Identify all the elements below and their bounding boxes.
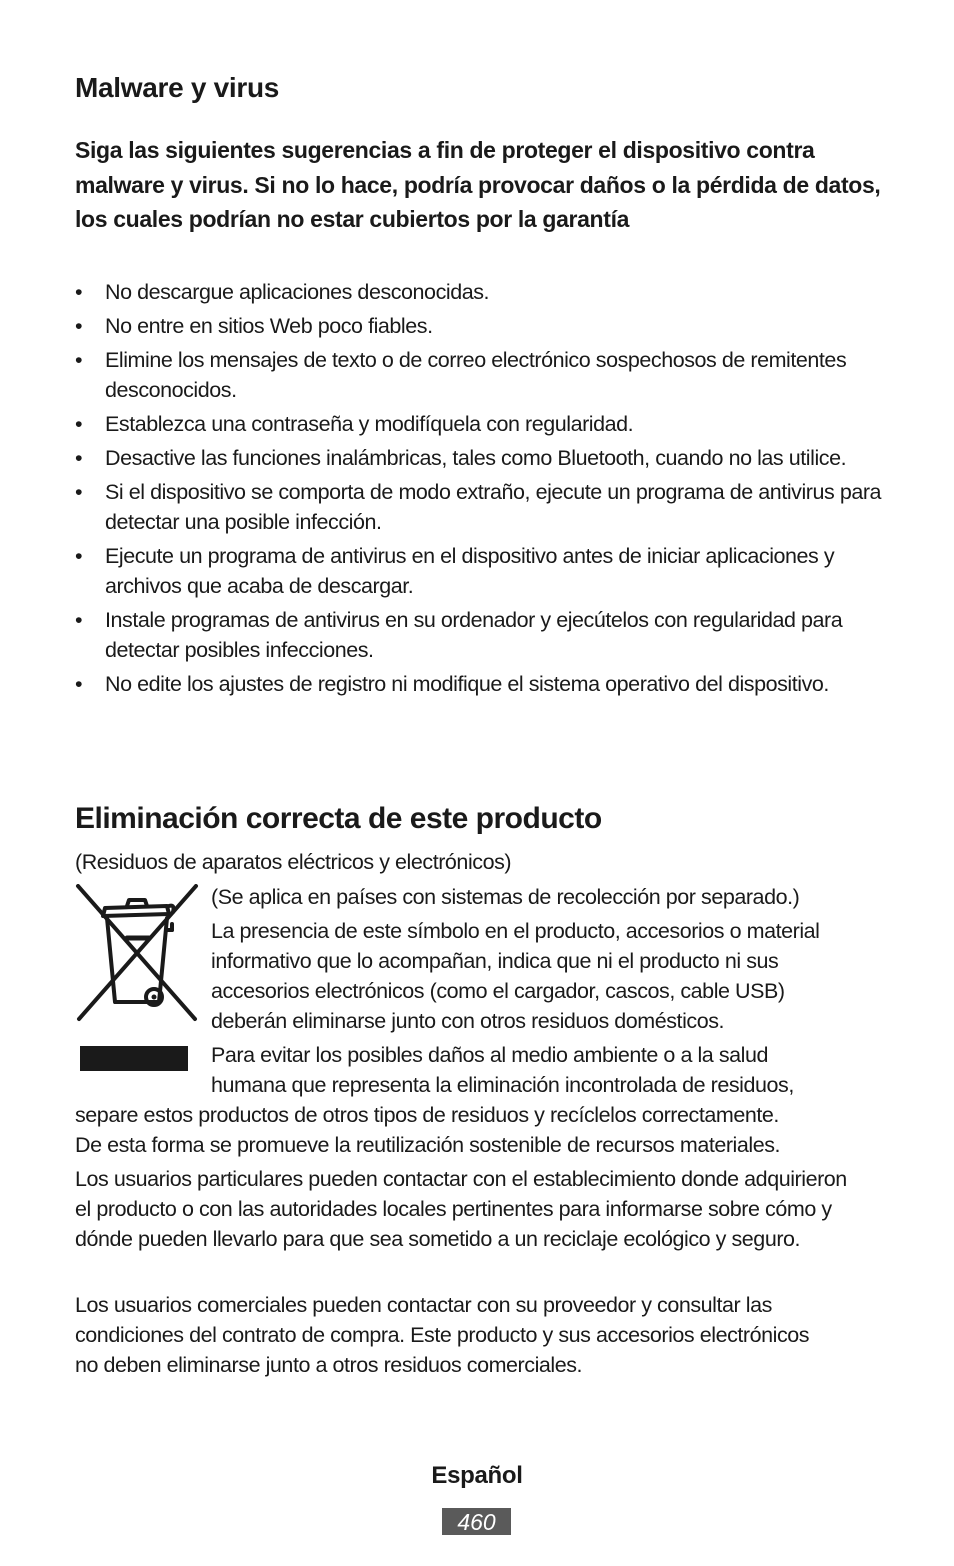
list-item: • No entre en sitios Web poco fiables.: [75, 311, 883, 341]
intro-paragraph: Siga las siguientes sugerencias a fin de proteger el dispositivo contra malware y virus. Si no lo hace, podría provocar daños o la pérdida de datos, los cuales podrían no estar cubiertos por la garantía: [75, 137, 881, 232]
list-item: • Si el dispositivo se comporta de modo extraño, ejecute un programa de antivirus para detectar una posible infección.: [75, 477, 883, 537]
bullet-icon: •: [75, 608, 83, 632]
list-item: • No edite los ajustes de registro ni modifique el sistema operativo del dispositivo.: [75, 669, 883, 699]
bullet-icon: •: [75, 412, 83, 436]
section-heading-disposal: Eliminación correcta de este producto: [75, 802, 602, 835]
text-line: separe estos productos de otros tipos de residuos y recíclelos correctamente.: [75, 1103, 779, 1127]
bullet-list: [75, 277, 883, 703]
bullet-icon: •: [75, 544, 83, 568]
bullet-icon: •: [75, 480, 83, 504]
disposal-subtitle: (Residuos de aparatos eléctricos y electrónicos): [75, 850, 512, 874]
private-users-paragraph: Los usuarios particulares pueden contactar con el establecimiento donde adquirieron el producto o con las autoridades locales pertinentes para informarse sobre cómo y dónde pueden llevarlo para que sea sometido a un reciclaje ecológico y seguro.: [75, 1167, 847, 1251]
text-line: (Se aplica en países con sistemas de recolección por separado.): [211, 885, 800, 909]
bullet-icon: •: [75, 446, 83, 470]
section-heading-malware: Malware y virus: [75, 72, 280, 103]
list-item: • Elimine los mensajes de texto o de correo electrónico sospechosos de remitentes desconocidos.: [75, 345, 883, 405]
bullet-icon: •: [75, 280, 83, 304]
footer-language: Español: [431, 1462, 523, 1489]
bullet-icon: •: [75, 672, 83, 696]
crossed-out-wheelie-bin-icon: [75, 884, 199, 1074]
bullet-icon: •: [75, 348, 83, 372]
text-line: La presencia de este símbolo en el producto, accesorios o material: [211, 919, 820, 943]
text-line: accesorios electrónicos (como el cargador, cascos, cable USB): [211, 979, 785, 1003]
text-line: informativo que lo acompañan, indica que ni el producto ni sus: [211, 949, 779, 973]
list-item: • Ejecute un programa de antivirus en el dispositivo antes de iniciar aplicaciones y archivos que acaba de descargar.: [75, 541, 883, 601]
business-users-paragraph: Los usuarios comerciales pueden contactar con su proveedor y consultar las condiciones del contrato de compra. Este producto y sus accesorios electrónicos no deben eliminarse junto a otros residuos comerciales.: [75, 1293, 810, 1377]
text-line: De esta forma se promueve la reutilización sostenible de recursos materiales.: [75, 1133, 781, 1157]
text-line: Para evitar los posibles daños al medio ambiente o a la salud: [211, 1043, 768, 1067]
page-number: 460: [442, 1508, 511, 1535]
list-item: • Desactive las funciones inalámbricas, tales como Bluetooth, cuando no las utilice.: [75, 443, 883, 473]
list-item: • Establezca una contraseña y modifíquela con regularidad.: [75, 409, 883, 439]
list-item: • Instale programas de antivirus en su ordenador y ejecútelos con regularidad para detectar posibles infecciones.: [75, 605, 883, 665]
text-line: humana que representa la eliminación incontrolada de residuos,: [211, 1073, 794, 1097]
list-item: • No descargue aplicaciones desconocidas.: [75, 277, 883, 307]
bullet-icon: •: [75, 314, 83, 338]
text-line: deberán eliminarse junto con otros residuos domésticos.: [211, 1009, 725, 1033]
